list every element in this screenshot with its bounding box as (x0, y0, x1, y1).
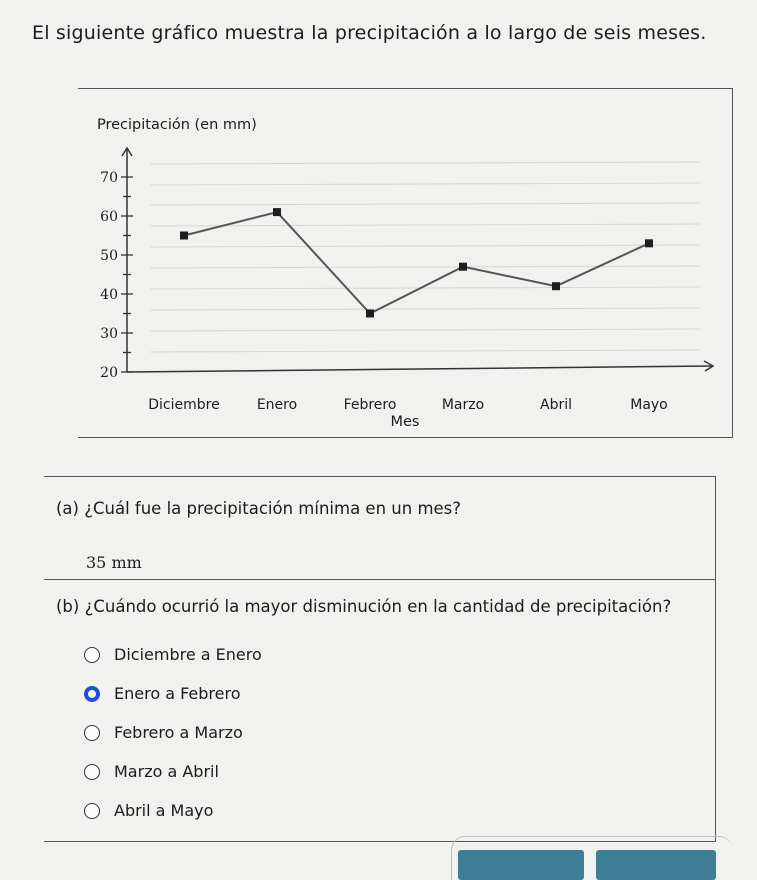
chart-title: Precipitación (en mm) (97, 117, 257, 133)
option-row[interactable] (84, 645, 262, 664)
radio-selected-icon[interactable] (84, 686, 100, 702)
data-point (459, 263, 467, 271)
x-tick-label: Enero (256, 397, 298, 413)
x-axis-line (127, 366, 713, 372)
option-row[interactable] (84, 801, 213, 820)
x-tick-label: Marzo (441, 397, 485, 413)
paper-line (150, 162, 700, 164)
paper-line (150, 203, 700, 205)
x-tick-label: Mayo (630, 397, 668, 413)
option-label: Marzo a Abril (114, 762, 219, 781)
option-label: Diciembre a Enero (114, 645, 262, 664)
paper-line (150, 350, 700, 352)
radio-empty-icon[interactable] (84, 803, 100, 819)
option-label: Enero a Febrero (114, 684, 241, 703)
y-tick-label: 40 (100, 287, 118, 303)
option-row[interactable] (84, 684, 241, 703)
data-point (645, 239, 653, 247)
radio-empty-icon[interactable] (84, 647, 100, 663)
y-tick-label: 70 (100, 170, 118, 186)
intro-text: El siguiente gráfico muestra la precipitación a lo largo de seis meses. (32, 22, 707, 44)
paper-line (150, 308, 700, 310)
paper-line (150, 266, 700, 268)
paper-line (150, 245, 700, 247)
paper-line (150, 183, 700, 185)
x-axis-label: Mes (390, 414, 420, 430)
paper-line (150, 287, 700, 289)
x-tick-label: Abril (540, 397, 572, 413)
x-tick-label: Febrero (343, 397, 397, 413)
option-label: Febrero a Marzo (114, 723, 243, 742)
paper-line (150, 329, 700, 331)
question-a-section (44, 477, 715, 580)
data-point (552, 282, 560, 290)
y-tick-label: 60 (100, 209, 118, 225)
option-label: Abril a Mayo (114, 801, 214, 820)
y-tick-label: 50 (100, 248, 118, 264)
data-point (366, 310, 374, 318)
left-action-button[interactable] (458, 850, 584, 880)
option-row[interactable] (84, 723, 243, 742)
option-row[interactable] (84, 762, 219, 781)
x-tick-label: Diciembre (148, 397, 220, 413)
data-point (180, 232, 188, 240)
right-action-button[interactable] (596, 850, 716, 880)
questions-panel (44, 476, 716, 842)
series-line (184, 212, 649, 313)
data-point (273, 208, 281, 216)
y-tick-label: 30 (100, 326, 118, 342)
question-b-text: (b) ¿Cuándo ocurrió la mayor disminución en la cantidad de precipitación? (56, 597, 672, 616)
radio-empty-icon[interactable] (84, 725, 100, 741)
question-a-answer[interactable]: 35 mm (86, 553, 142, 572)
radio-empty-icon[interactable] (84, 764, 100, 780)
y-tick-label: 20 (100, 365, 118, 381)
question-a-text: (a) ¿Cuál fue la precipitación mínima en un mes? (56, 499, 462, 518)
